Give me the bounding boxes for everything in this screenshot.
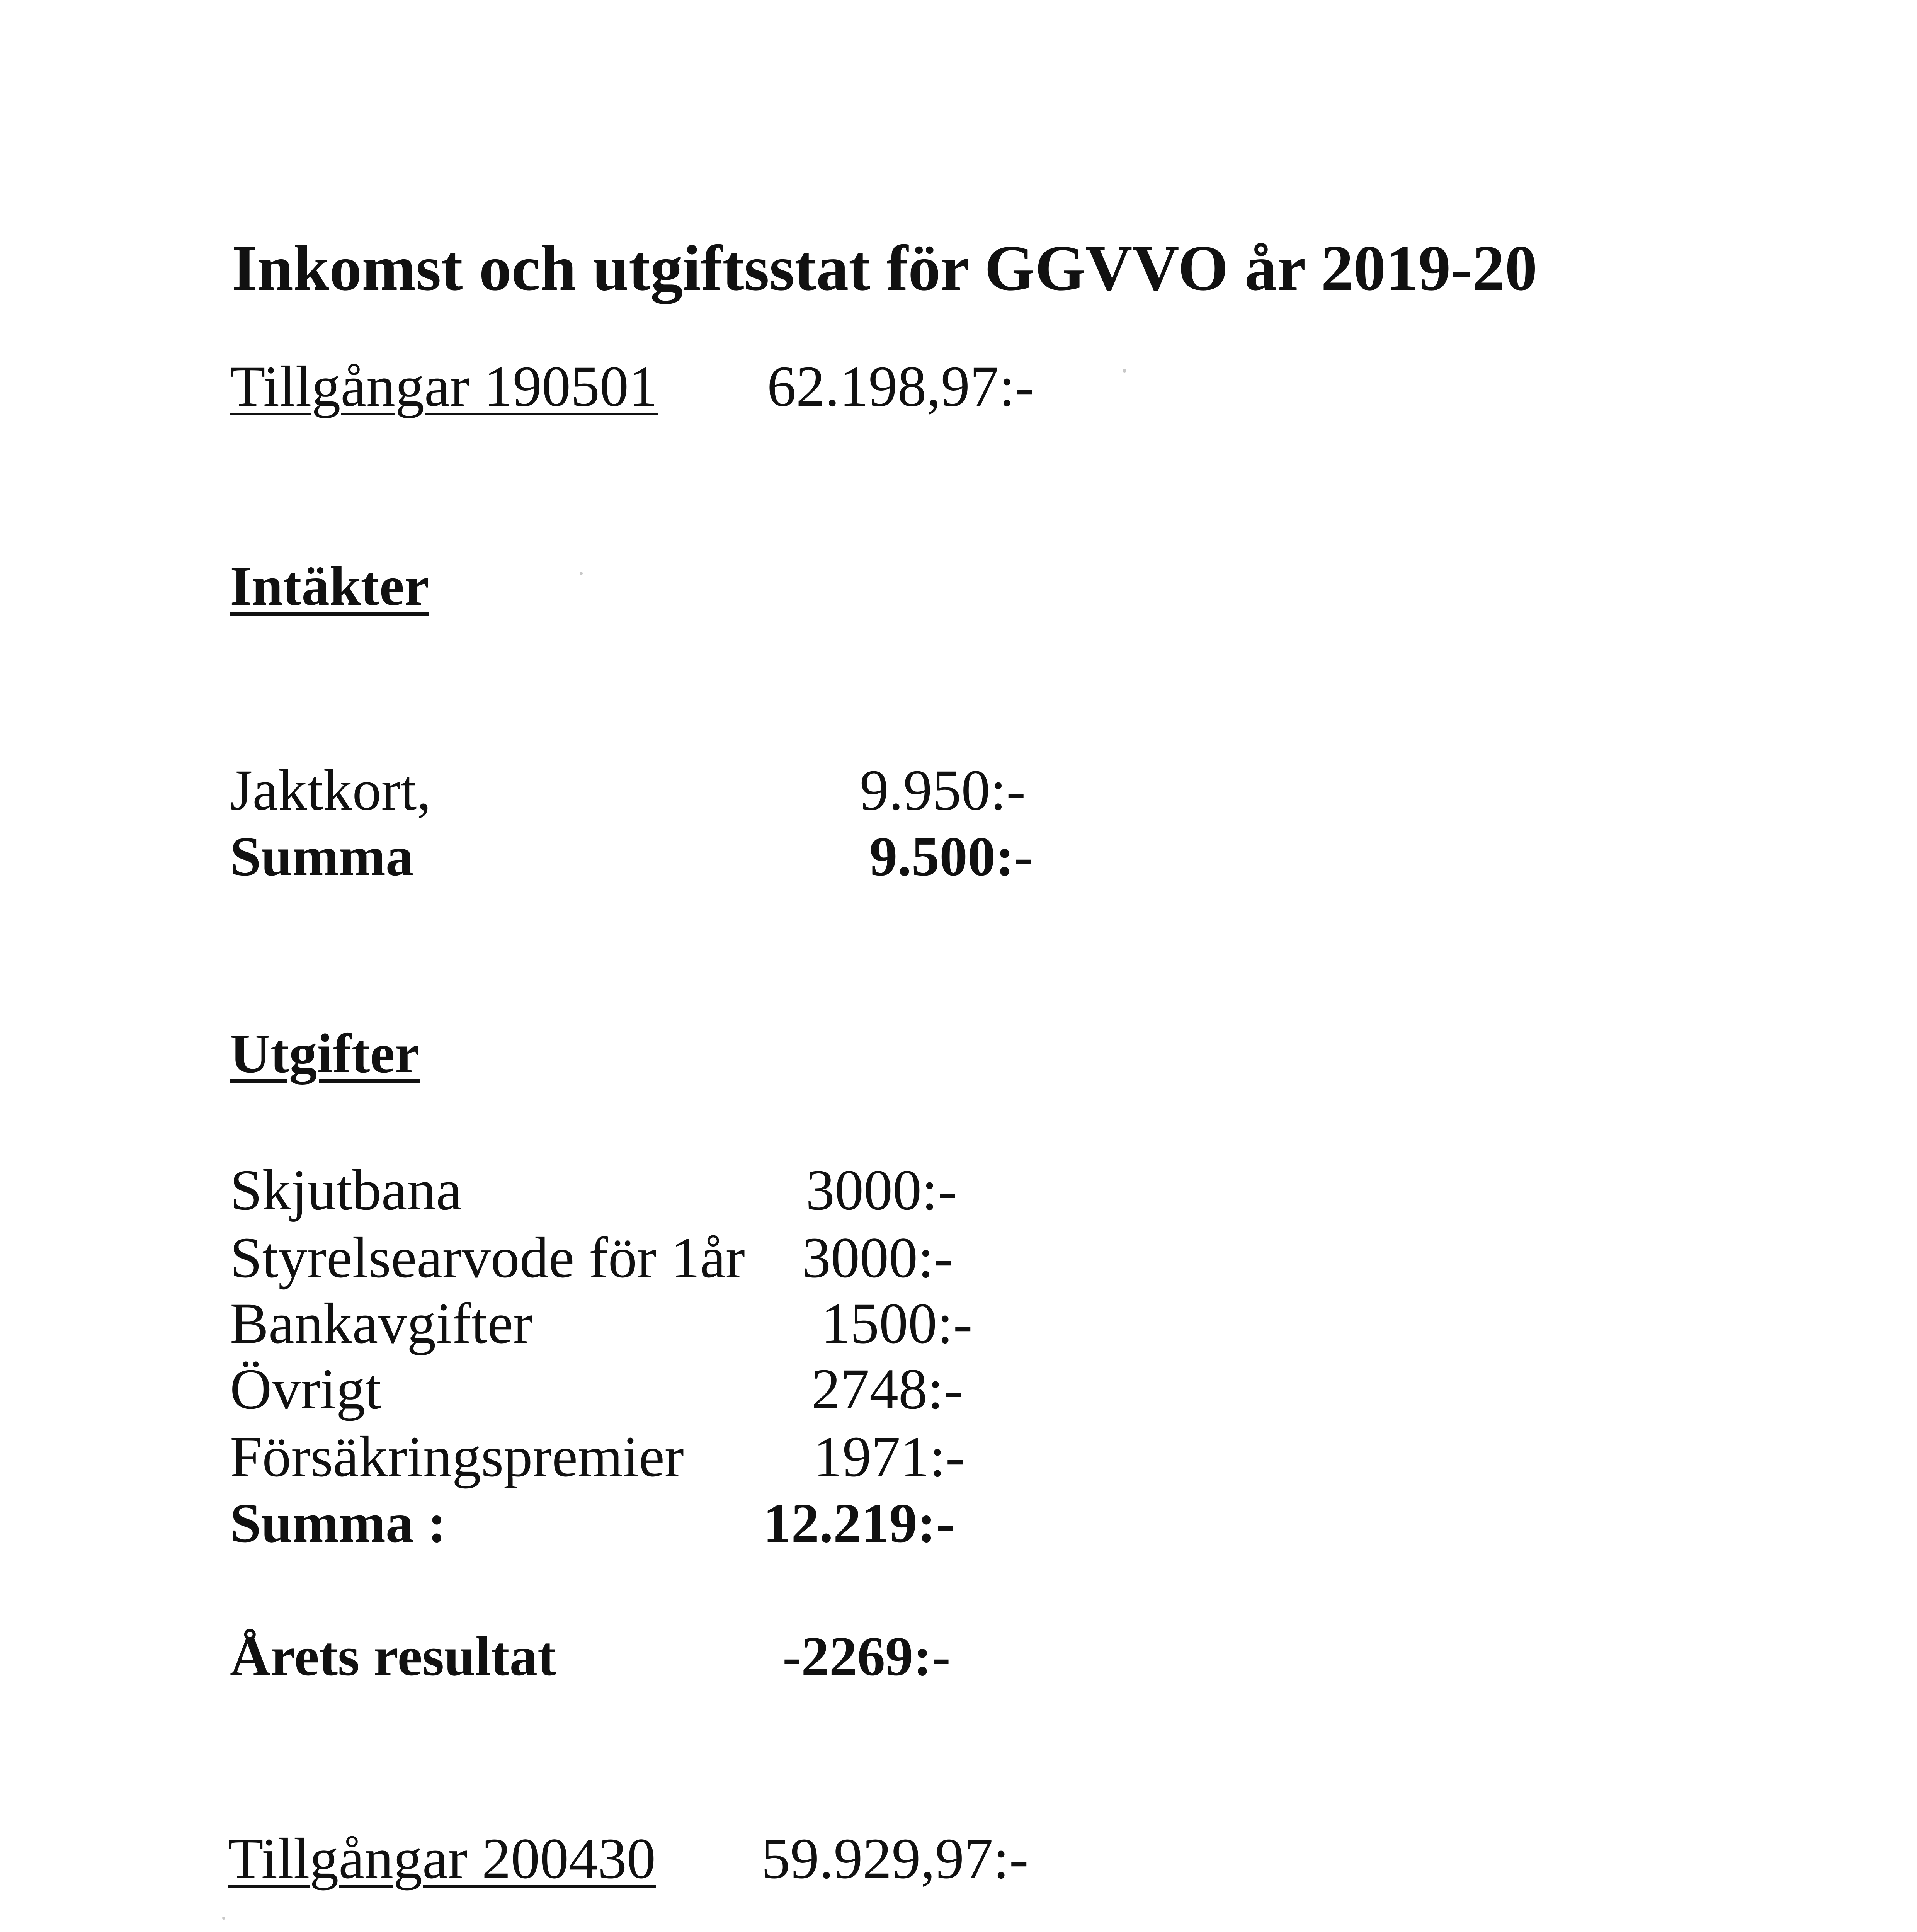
expense-row-label: Styrelsearvode för 1år [230,1226,745,1290]
scan-speck [1123,369,1126,373]
expense-row-label: Försäkringspremier [230,1425,684,1489]
result-amount: -2269:- [782,1626,951,1687]
result-label: Årets resultat [230,1626,556,1687]
expense-row-amount: 3000:- [802,1226,953,1290]
expense-row-amount: 1500:- [821,1291,973,1355]
scan-speck [222,1917,225,1920]
document-title: Inkomst och utgiftsstat för GGVVO år 2019-20 [232,232,1538,304]
income-total-amount: 9.500:- [869,826,1033,888]
closing-assets-amount: 59.929,97:- [761,1827,1029,1891]
expense-row-amount: 2748:- [811,1357,963,1421]
income-total-label: Summa [230,826,414,888]
opening-assets-label: Tillgångar 190501 [230,354,658,418]
expense-row-label: Övrigt [230,1357,381,1421]
closing-assets-label: Tillgångar 200430 [228,1827,656,1891]
expense-row-label: Bankavgifter [230,1291,533,1355]
income-row-label: Jaktkort, [230,758,431,822]
opening-assets-amount: 62.198,97:- [767,354,1034,418]
income-heading: Intäkter [230,555,429,617]
scan-speck [580,572,583,575]
expenses-total-label: Summa : [230,1492,446,1554]
expenses-heading: Utgifter [230,1023,420,1085]
expense-row-amount: 1971:- [813,1425,965,1489]
expenses-total-amount: 12.219:- [763,1492,955,1554]
income-row-amount: 9.950:- [860,758,1026,822]
expense-row-amount: 3000:- [806,1158,957,1222]
expense-row-label: Skjutbana [230,1158,462,1222]
